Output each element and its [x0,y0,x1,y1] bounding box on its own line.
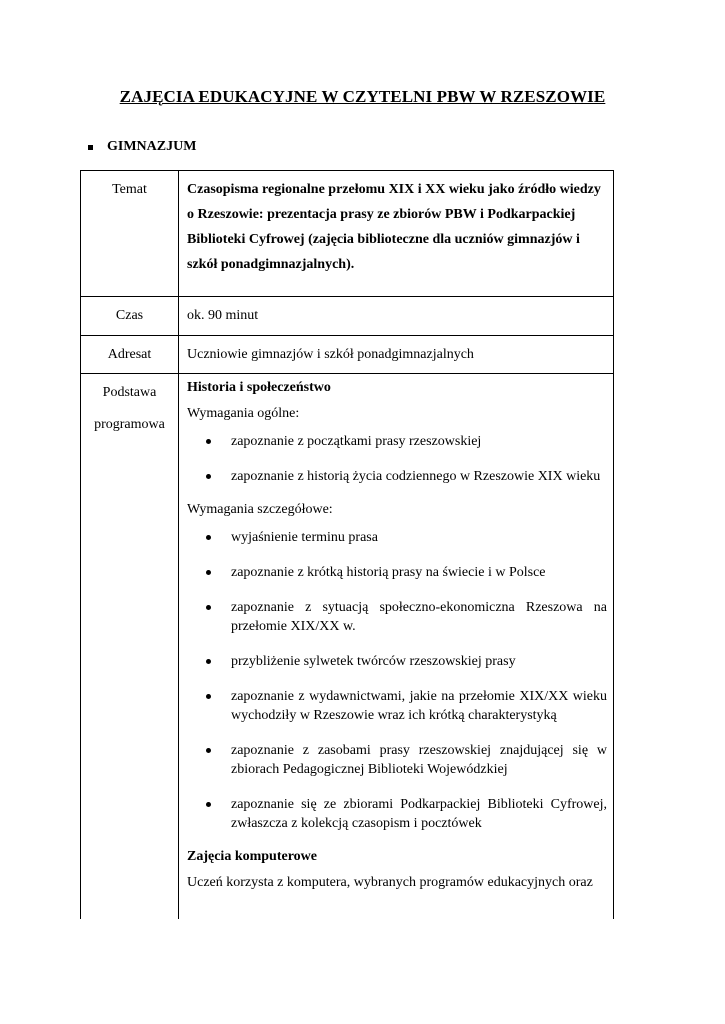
subject-computer-classes: Zajęcia komputerowe [187,849,317,864]
curriculum-value [179,374,614,919]
last-line: Uczeń korzysta z komputera, wybranych programów edukacyjnych oraz [187,875,593,890]
subject-history: Historia i społeczeństwo [187,380,331,395]
list-item: zapoznanie z krótką historią prasy na świecie i w Polsce [187,563,609,582]
time-label: Czas [81,297,179,336]
list-item: zapoznanie się ze zbiorami Podkarpackiej Biblioteki Cyfrowej, zwłaszcza z kolekcją czasopism i pocztówek [187,795,609,833]
bullet-icon [206,659,211,664]
audience-label: Adresat [81,336,179,374]
audience-value: Uczniowie gimnazjów i szkół ponadgimnazjalnych [179,336,614,374]
page-title: ZAJĘCIA EDUKACYJNE W CZYTELNI PBW W RZESZOWIE [119,87,606,106]
general-requirements-heading: Wymagania ogólne: [187,406,300,421]
topic-label: Temat [81,171,179,297]
list-item: zapoznanie z historią życia codziennego w Rzeszowie XIX wieku [187,467,609,486]
bullet-icon [206,570,211,575]
bullet-icon [206,802,211,807]
bullet-icon [206,694,211,699]
general-requirements-list [187,432,609,486]
curriculum-label-line1: Podstawa [102,385,157,400]
detailed-requirements-heading: Wymagania szczegółowe: [187,502,333,517]
section-label: GIMNAZJUM [107,139,197,154]
lesson-table [80,170,614,919]
bullet-icon [206,439,211,444]
bullet-icon [206,474,211,479]
list-item: zapoznanie z początkami prasy rzeszowskiej [187,432,609,451]
detailed-requirements-list [187,528,609,833]
curriculum-label [81,374,179,919]
table-row-curriculum [81,374,614,919]
list-item: zapoznanie z wydawnictwami, jakie na przełomie XIX/XX wieku wychodziły w Rzeszowie wraz ich krótką charakterystyką [187,687,609,725]
list-item: wyjaśnienie terminu prasa [187,528,609,547]
list-item: przybliżenie sylwetek twórców rzeszowskiej prasy [187,652,609,671]
list-item: zapoznanie z zasobami prasy rzeszowskiej znajdującej się w zbiorach Pedagogicznej Biblioteki Wojewódzkiej [187,741,609,779]
bullet-icon [206,535,211,540]
bullet-icon [206,605,211,610]
list-item: zapoznanie z sytuacją społeczno-ekonomiczna Rzeszowa na przełomie XIX/XX w. [187,598,609,636]
topic-value: Czasopisma regionalne przełomu XIX i XX wieku jako źródło wiedzy o Rzeszowie: prezentacja prasy ze zbiorów PBW i Podkarpackiej Biblioteki Cyfrowej (zajęcia biblioteczne dla uczniów gimnazjów i szkół ponadgimnazjalnych). [179,171,614,297]
bullet-icon [206,748,211,753]
square-bullet-icon [88,145,93,150]
table-row-audience [81,336,614,374]
table-row-topic [81,171,614,297]
time-value: ok. 90 minut [179,297,614,336]
section-heading [88,139,196,155]
table-row-time [81,297,614,336]
curriculum-label-line2: programowa [94,417,165,432]
